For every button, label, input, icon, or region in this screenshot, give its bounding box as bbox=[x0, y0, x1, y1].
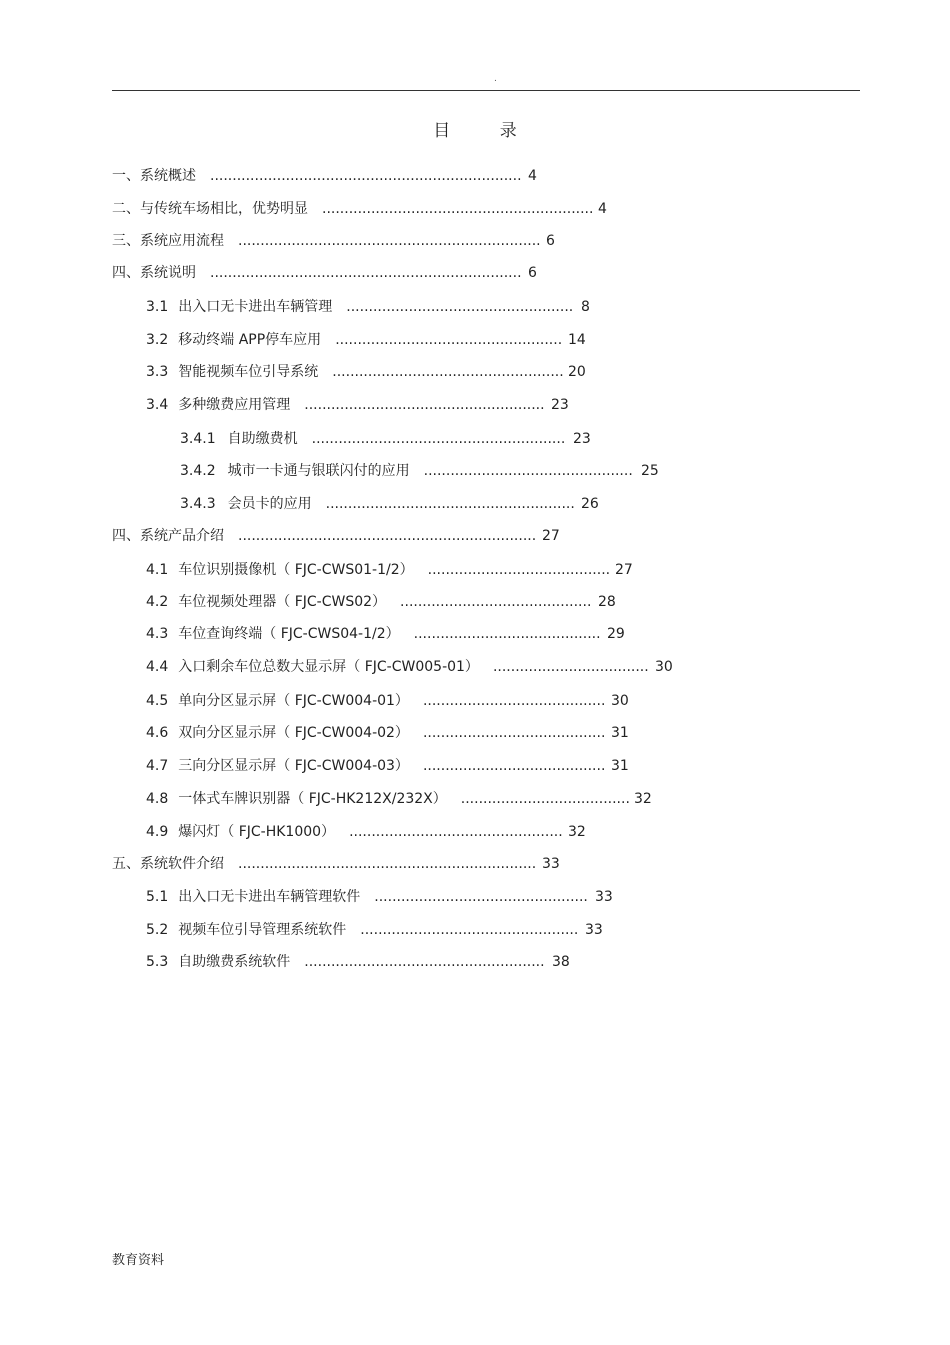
toc-entry-page: 31 bbox=[611, 725, 629, 741]
toc-entry[interactable] bbox=[146, 887, 613, 907]
toc-entry-title: 智能视频车位引导系统 bbox=[178, 364, 319, 380]
toc-leader-dots: ......................................... bbox=[422, 725, 606, 741]
page-title: 目 录 bbox=[433, 121, 539, 141]
toc-entry[interactable] bbox=[180, 494, 599, 514]
toc-leader-dots: ......................................... bbox=[427, 562, 611, 578]
toc-entry-page: 25 bbox=[641, 463, 659, 479]
toc-entry-title: 自助缴费机 bbox=[227, 431, 298, 447]
toc-leader-dots: ......................................... bbox=[422, 693, 606, 709]
toc-entry-page: 32 bbox=[568, 824, 586, 840]
toc-leader-dots: ...................................................................... bbox=[210, 168, 522, 184]
toc-leader-dots: ...................................... bbox=[460, 791, 630, 807]
toc-entry-title: 双向分区显示屏（ FJC-CW004-02） bbox=[178, 725, 409, 741]
toc-entry-title: 五、系统软件介绍 bbox=[112, 856, 224, 872]
toc-leader-dots: ...................................................... bbox=[304, 954, 545, 970]
toc-entry-title: 城市一卡通与银联闪付的应用 bbox=[227, 463, 410, 479]
toc-entry-number: 3.3 bbox=[146, 364, 169, 380]
toc-entry-title: 四、系统说明 bbox=[112, 265, 196, 281]
toc-entry-page: 23 bbox=[551, 397, 569, 413]
toc-leader-dots: ................................................................... bbox=[238, 528, 537, 544]
toc-entry[interactable] bbox=[146, 330, 586, 350]
toc-entry-page: 28 bbox=[598, 594, 616, 610]
toc-entry-page: 23 bbox=[573, 431, 591, 447]
toc-entry-page: 32 bbox=[634, 791, 652, 807]
toc-entry-title: 三向分区显示屏（ FJC-CW004-03） bbox=[178, 758, 409, 774]
toc-leader-dots: ................................................... bbox=[346, 299, 574, 315]
toc-leader-dots: ...................................................... bbox=[304, 397, 545, 413]
footer-text: 教育资料 bbox=[112, 1253, 165, 1268]
toc-leader-dots: ................................... bbox=[492, 659, 649, 675]
toc-entry[interactable] bbox=[146, 560, 633, 580]
toc-entry[interactable] bbox=[146, 592, 616, 612]
toc-entry-page: 6 bbox=[528, 265, 537, 281]
toc-entry-page: 27 bbox=[542, 528, 560, 544]
toc-leader-dots: ................................................... bbox=[335, 332, 563, 348]
toc-leader-dots: ................................................................... bbox=[238, 856, 537, 872]
toc-leader-dots: ......................................... bbox=[422, 758, 606, 774]
toc-entry-number: 4.4 bbox=[146, 659, 169, 675]
toc-entry[interactable] bbox=[112, 526, 560, 546]
toc-entry[interactable] bbox=[146, 395, 569, 415]
toc-entry[interactable] bbox=[112, 231, 555, 251]
toc-entry-page: 31 bbox=[611, 758, 629, 774]
header-rule bbox=[112, 90, 860, 91]
toc-entry-page: 20 bbox=[568, 364, 586, 380]
toc-entry-number: 5.1 bbox=[146, 889, 169, 905]
toc-entry-number: 4.9 bbox=[146, 824, 169, 840]
toc-entry-page: 26 bbox=[581, 496, 599, 512]
toc-entry-title: 视频车位引导管理系统软件 bbox=[178, 922, 347, 938]
toc-entry-page: 33 bbox=[595, 889, 613, 905]
toc-entry-page: 30 bbox=[611, 693, 629, 709]
toc-entry-title: 爆闪灯（ FJC-HK1000） bbox=[178, 824, 336, 840]
toc-entry[interactable] bbox=[112, 199, 607, 219]
toc-entry-title: 自助缴费系统软件 bbox=[178, 954, 291, 970]
toc-entry-title: 会员卡的应用 bbox=[227, 496, 312, 512]
toc-entry-title: 入口剩余车位总数大显示屏（ FJC-CW005-01） bbox=[178, 659, 479, 675]
toc-entry-number: 3.4.3 bbox=[180, 496, 216, 512]
toc-entry-page: 27 bbox=[615, 562, 633, 578]
toc-entry-number: 5.2 bbox=[146, 922, 169, 938]
header-mark: . bbox=[494, 74, 497, 84]
toc-entry-page: 33 bbox=[542, 856, 560, 872]
toc-entry-page: 14 bbox=[568, 332, 586, 348]
toc-entry-number: 3.4.2 bbox=[180, 463, 216, 479]
toc-entry-title: 一、系统概述 bbox=[112, 168, 196, 184]
toc-entry[interactable] bbox=[146, 691, 629, 711]
toc-leader-dots: ...................................................................... bbox=[210, 265, 522, 281]
toc-entry-number: 4.2 bbox=[146, 594, 169, 610]
toc-entry-title: 出入口无卡进出车辆管理 bbox=[178, 299, 333, 315]
toc-entry[interactable] bbox=[146, 297, 590, 317]
toc-leader-dots: ........................................... bbox=[400, 594, 592, 610]
toc-entry[interactable] bbox=[146, 624, 625, 644]
toc-entry-number: 4.8 bbox=[146, 791, 169, 807]
toc-entry[interactable] bbox=[146, 657, 673, 677]
toc-entry-title: 车位查询终端（ FJC-CWS04-1/2） bbox=[178, 626, 400, 642]
toc-entry-title: 单向分区显示屏（ FJC-CW004-01） bbox=[178, 693, 409, 709]
toc-entry[interactable] bbox=[146, 723, 629, 743]
toc-entry-number: 4.7 bbox=[146, 758, 169, 774]
toc-entry[interactable] bbox=[146, 920, 603, 940]
toc-entry[interactable] bbox=[112, 166, 537, 186]
toc-entry[interactable] bbox=[146, 952, 570, 972]
toc-leader-dots: ................................................. bbox=[360, 922, 579, 938]
toc-entry-title: 三、系统应用流程 bbox=[112, 233, 224, 249]
toc-entry-page: 6 bbox=[546, 233, 555, 249]
toc-entry-number: 4.5 bbox=[146, 693, 169, 709]
toc-entry-title: 移动终端 APP停车应用 bbox=[178, 332, 322, 348]
toc-leader-dots: ............................................... bbox=[423, 463, 633, 479]
toc-entry-title: 出入口无卡进出车辆管理软件 bbox=[178, 889, 361, 905]
toc-leader-dots: ......................................................... bbox=[311, 431, 566, 447]
toc-entry-page: 4 bbox=[528, 168, 537, 184]
toc-entry-page: 29 bbox=[607, 626, 625, 642]
toc-entry[interactable] bbox=[112, 854, 560, 874]
toc-entry-page: 8 bbox=[581, 299, 590, 315]
toc-leader-dots: ........................................................ bbox=[325, 496, 575, 512]
toc-entry-page: 33 bbox=[585, 922, 603, 938]
toc-entry[interactable] bbox=[146, 756, 629, 776]
toc-entry-title: 车位视频处理器（ FJC-CWS02） bbox=[178, 594, 387, 610]
toc-entry-number: 5.3 bbox=[146, 954, 169, 970]
toc-entry-number: 3.1 bbox=[146, 299, 169, 315]
toc-leader-dots: ............................................................. bbox=[322, 201, 594, 217]
toc-leader-dots: ................................................ bbox=[349, 824, 563, 840]
toc-entry-title: 车位识别摄像机（ FJC-CWS01-1/2） bbox=[178, 562, 414, 578]
toc-leader-dots: ................................................ bbox=[374, 889, 588, 905]
toc-entry[interactable] bbox=[146, 362, 586, 382]
toc-entry-number: 3.2 bbox=[146, 332, 169, 348]
toc-entry-page: 30 bbox=[655, 659, 673, 675]
toc-leader-dots: .................................................... bbox=[332, 364, 564, 380]
toc-entry-number: 4.6 bbox=[146, 725, 169, 741]
toc-entry-page: 4 bbox=[598, 201, 607, 217]
toc-entry-page: 38 bbox=[552, 954, 570, 970]
toc-entry[interactable] bbox=[112, 263, 537, 283]
toc-entry-number: 3.4 bbox=[146, 397, 169, 413]
toc-entry-number: 4.1 bbox=[146, 562, 169, 578]
toc-entry-number: 4.3 bbox=[146, 626, 169, 642]
toc-entry-title: 多种缴费应用管理 bbox=[178, 397, 291, 413]
toc-entry[interactable] bbox=[180, 461, 659, 481]
toc-entry-title: 四、系统产品介绍 bbox=[112, 528, 224, 544]
toc-entry[interactable] bbox=[146, 789, 652, 809]
toc-leader-dots: .................................................................... bbox=[238, 233, 541, 249]
toc-entry-title: 二、与传统车场相比，优势明显 bbox=[112, 201, 308, 217]
toc-entry[interactable] bbox=[146, 822, 586, 842]
toc-entry-title: 一体式车牌识别器（ FJC-HK212X/232X） bbox=[178, 791, 447, 807]
toc-entry[interactable] bbox=[180, 429, 591, 449]
toc-leader-dots: .......................................... bbox=[413, 626, 601, 642]
toc-entry-number: 3.4.1 bbox=[180, 431, 216, 447]
